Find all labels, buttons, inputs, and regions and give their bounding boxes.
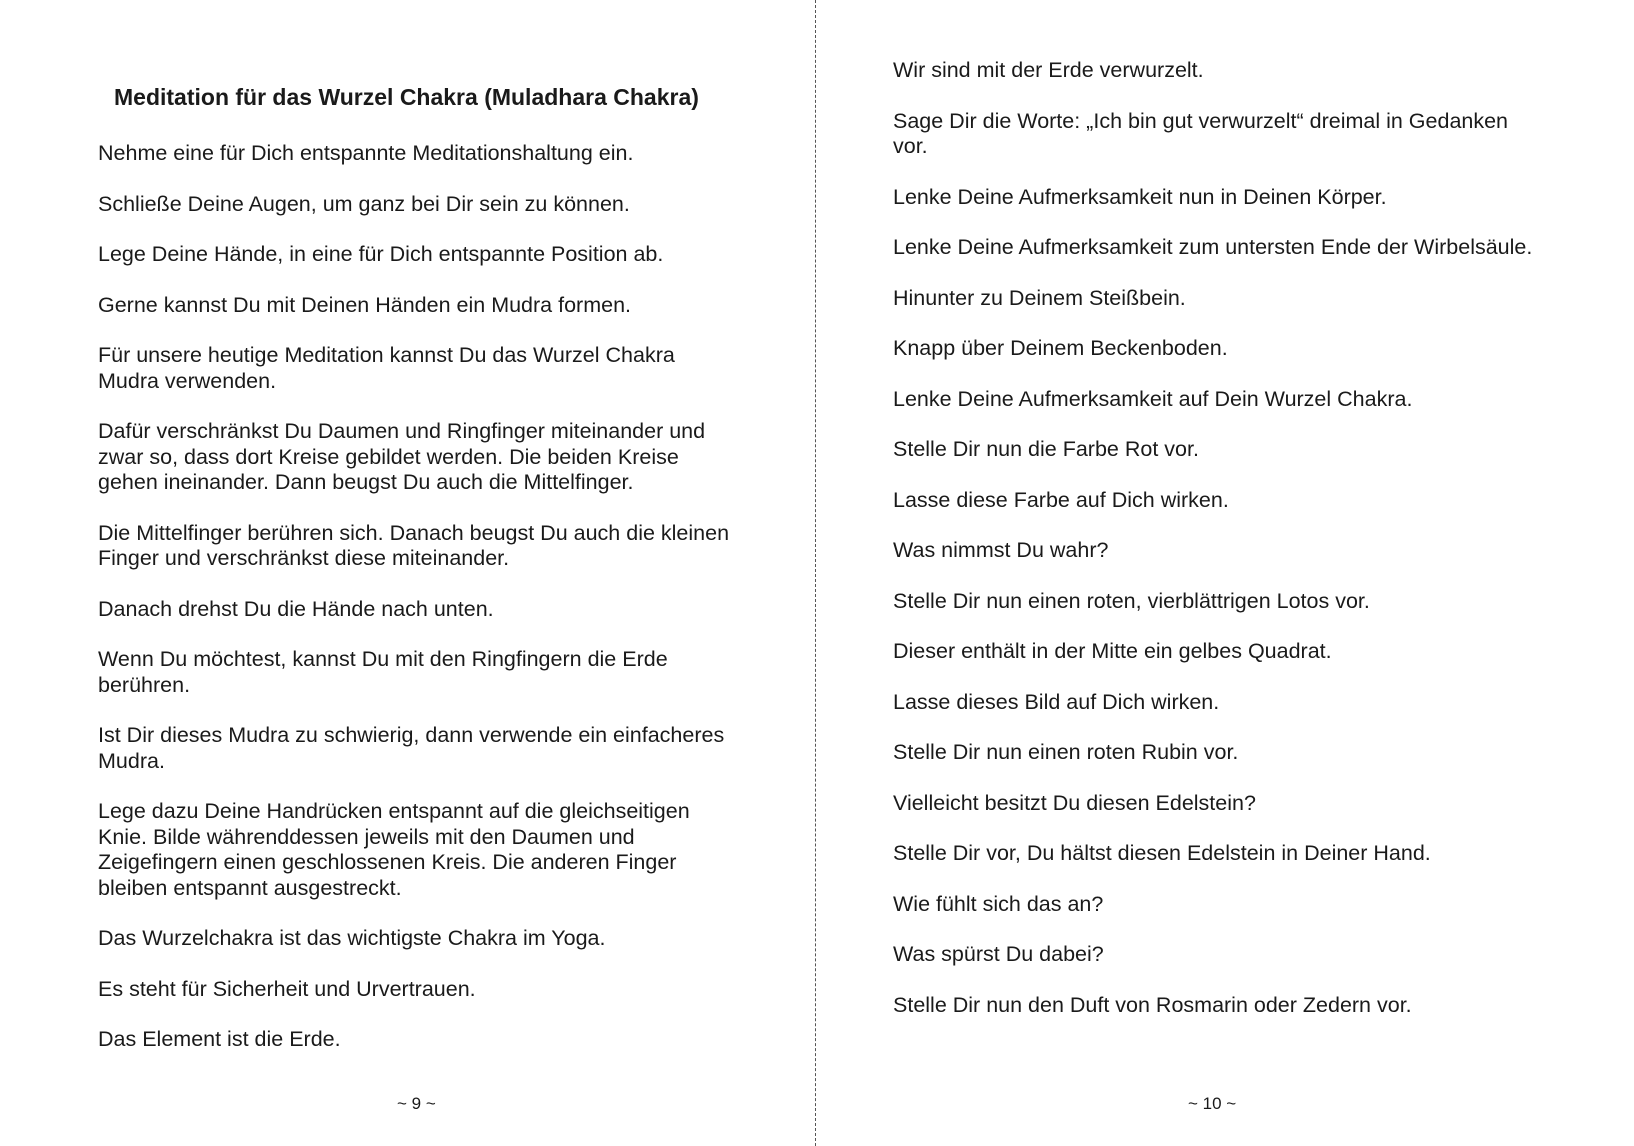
paragraph: Wir sind mit der Erde verwurzelt. (893, 58, 1204, 82)
paragraph: Für unsere heutige Meditation kannst Du das Wurzel Chakra Mudra verwenden. (98, 343, 675, 393)
paragraph: Stelle Dir nun den Duft von Rosmarin oder Zedern vor. (893, 992, 1412, 1017)
paragraph: Lenke Deine Aufmerksamkeit auf Dein Wurzel Chakra. (893, 386, 1413, 411)
paragraph: Vielleicht besitzt Du diesen Edelstein? (893, 790, 1256, 815)
paragraph: Lege Deine Hände, in eine für Dich entspannte Position ab. (98, 242, 664, 266)
paragraph: Die Mittelfinger berühren sich. Danach beugst Du auch die kleinen Finger und verschränkst diese miteinander. (98, 520, 730, 570)
page-fold-divider (815, 0, 816, 1146)
paragraph: Dafür verschränkst Du Daumen und Ringfinger miteinander und zwar so, dass dort Kreise gebildet werden. Die beiden Kreise gehen ineinander. Dann beugst Du auch die Mittelfinger. (98, 419, 706, 494)
paragraph: Wenn Du möchtest, kannst Du mit den Ringfingern die Erde berühren. (98, 647, 668, 697)
paragraph: Wie fühlt sich das an? (893, 891, 1104, 916)
paragraph: Schließe Deine Augen, um ganz bei Dir sein zu können. (98, 191, 630, 216)
paragraph: Lenke Deine Aufmerksamkeit nun in Deinen Körper. (893, 184, 1387, 209)
paragraph: Das Wurzelchakra ist das wichtigste Chakra im Yoga. (98, 926, 606, 950)
page-title: Meditation für das Wurzel Chakra (Muladhara Chakra) (114, 84, 699, 110)
paragraph: Nehme eine für Dich entspannte Meditationshaltung ein. (98, 141, 634, 165)
paragraph: Was nimmst Du wahr? (893, 538, 1109, 562)
left-page-body (98, 141, 738, 1078)
left-page (0, 0, 815, 1146)
paragraph: Stelle Dir nun einen roten, vierblättrigen Lotos vor. (893, 588, 1370, 613)
paragraph: Knapp über Deinem Beckenboden. (893, 336, 1228, 360)
paragraph: Dieser enthält in der Mitte ein gelbes Quadrat. (893, 639, 1332, 663)
paragraph: Hinunter zu Deinem Steißbein. (893, 285, 1186, 310)
paragraph: Lasse dieses Bild auf Dich wirken. (893, 689, 1220, 714)
paragraph: Lasse diese Farbe auf Dich wirken. (893, 487, 1229, 512)
paragraph: Danach drehst Du die Hände nach unten. (98, 596, 494, 621)
paragraph: Stelle Dir vor, Du hältst diesen Edelstein in Deiner Hand. (893, 841, 1431, 865)
right-page-body (893, 58, 1543, 1043)
paragraph: Sage Dir die Worte: „Ich bin gut verwurzelt“ dreimal in Gedanken vor. (893, 108, 1509, 158)
paragraph: Stelle Dir nun die Farbe Rot vor. (893, 437, 1199, 461)
page-number: ~ 9 ~ (397, 1094, 436, 1113)
page-number: ~ 10 ~ (1188, 1094, 1237, 1113)
paragraph: Es steht für Sicherheit und Urvertrauen. (98, 976, 476, 1001)
paragraph: Was spürst Du dabei? (893, 942, 1104, 966)
paragraph: Ist Dir dieses Mudra zu schwierig, dann verwende ein einfacheres Mudra. (98, 723, 725, 773)
paragraph: Das Element ist die Erde. (98, 1027, 341, 1051)
paragraph: Lenke Deine Aufmerksamkeit zum untersten Ende der Wirbelsäule. (893, 235, 1533, 259)
right-page (817, 0, 1634, 1146)
paragraph: Gerne kannst Du mit Deinen Händen ein Mudra formen. (98, 292, 631, 317)
paragraph: Stelle Dir nun einen roten Rubin vor. (893, 740, 1239, 764)
paragraph: Lege dazu Deine Handrücken entspannt auf die gleichseitigen Knie. Bilde währenddessen jeweils mit den Daumen und Zeigefingern einen geschlossenen Kreis. Die anderen Finger bleiben entspannt ausgestreckt. (98, 799, 690, 900)
